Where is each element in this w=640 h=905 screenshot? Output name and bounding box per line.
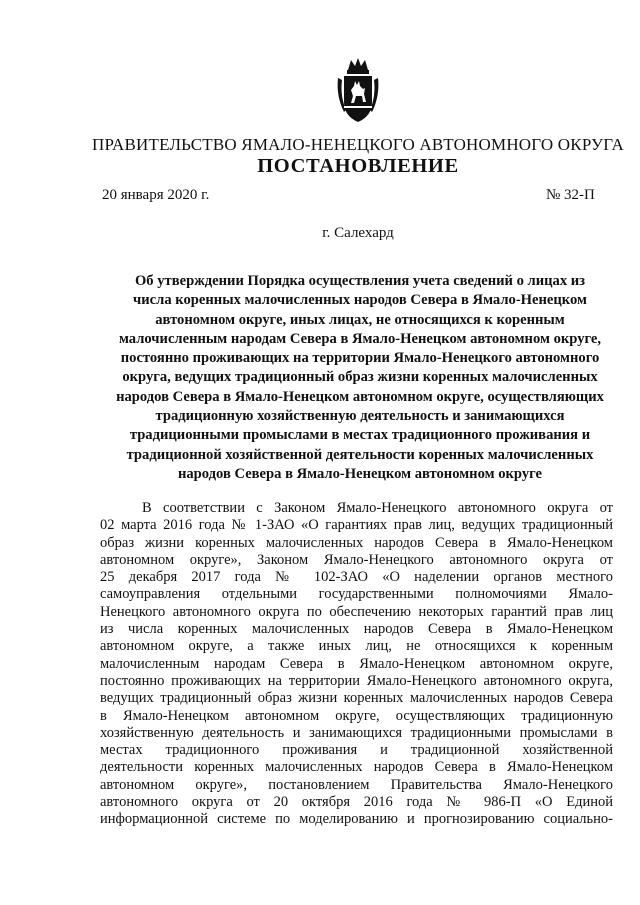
subject-line: малочисленным народам Севера в Ямало-Ненецком автономном округе, — [118, 330, 602, 347]
body-line: 25 декабря 2017 года № 102-ЗАО «О наделении органов местного — [100, 569, 613, 586]
body-line: автономном округе», Законом Ямало-Ненецкого автономного округа от — [100, 551, 613, 568]
body-line: ведущих традиционный образ жизни коренных малочисленных народов Севера — [100, 690, 613, 707]
organization-name: ПРАВИТЕЛЬСТВО ЯМАЛО-НЕНЕЦКОГО АВТОНОМНОГО ОКРУГА — [92, 135, 624, 154]
subject-line: автономном округе, иных лицах, не относящихся к коренным — [155, 311, 565, 328]
body-line: В соответствии с Законом Ямало-Ненецкого автономного округа от — [142, 500, 613, 516]
body-line: автономном округе», постановлением Правительства Ямало-Ненецкого — [100, 776, 613, 793]
subject-line: традиционной хозяйственной деятельности коренных малочисленных — [126, 446, 594, 463]
subject-line: традиционную хозяйственную деятельность и занимающихся — [155, 408, 565, 425]
preamble-paragraph — [100, 500, 613, 829]
body-line: самоуправления отдельными государственными полномочиями Ямало- — [100, 586, 613, 603]
body-line: информационной системе по моделированию и прогнозированию социально- — [100, 811, 613, 828]
subject-line: Об утверждении Порядка осуществления учета сведений о лицах из — [134, 273, 586, 289]
body-line: автономном округе, а также иных лиц, не относящихся к коренным — [100, 638, 613, 655]
body-line: автономного округа от 20 октября 2016 года № 986-П «О Единой — [100, 794, 613, 811]
subject-line: округа, ведущих традиционный образ жизни коренных малочисленных — [122, 369, 598, 386]
body-line: Ненецкого автономного округа по обеспечению некоторых гарантий прав лиц — [100, 603, 613, 620]
body-line: местах традиционного проживания и традиционной хозяйственной — [100, 742, 613, 759]
document-city: г. Салехард — [322, 225, 394, 241]
body-line: хозяйственную деятельность и занимающихся традиционными промыслами в — [100, 724, 613, 741]
document-type-title: ПОСТАНОВЛЕНИЕ — [257, 155, 459, 177]
document-date: 20 января 2020 г. — [102, 187, 210, 203]
subject-line: числа коренных малочисленных народов Севера в Ямало-Ненецком — [133, 292, 587, 309]
yamal-nenets-coat-of-arms-icon — [336, 56, 380, 124]
subject-line: народов Севера в Ямало-Ненецком автономном округе, осуществляющих — [116, 388, 604, 405]
body-line: малочисленным народам Севера в Ямало-Ненецком автономном округе, — [100, 655, 613, 672]
subject-line: традиционными промыслами в местах традиционного проживания и — [129, 427, 591, 444]
subject-line: народов Севера в Ямало-Ненецком автономном округе — [177, 465, 543, 482]
body-line: из числа коренных малочисленных народов Севера в Ямало-Ненецком — [100, 621, 613, 638]
body-line: деятельности коренных малочисленных народов Севера в Ямало-Ненецком — [100, 759, 613, 776]
body-line: образ жизни коренных малочисленных народов Севера в Ямало-Ненецком — [100, 534, 613, 551]
body-line: 02 марта 2016 года № 1-ЗАО «О гарантиях прав лиц, ведущих традиционный — [100, 517, 613, 534]
body-line: в Ямало-Ненецком автономном округе, осуществляющих традиционную — [100, 707, 613, 724]
document-number: № 32-П — [546, 187, 595, 203]
subject-line: постоянно проживающих на территории Ямало-Ненецкого автономного — [120, 350, 600, 367]
resolution-subject — [112, 272, 608, 484]
body-line: постоянно проживающих на территории Ямало-Ненецкого автономного округа, — [100, 672, 613, 689]
